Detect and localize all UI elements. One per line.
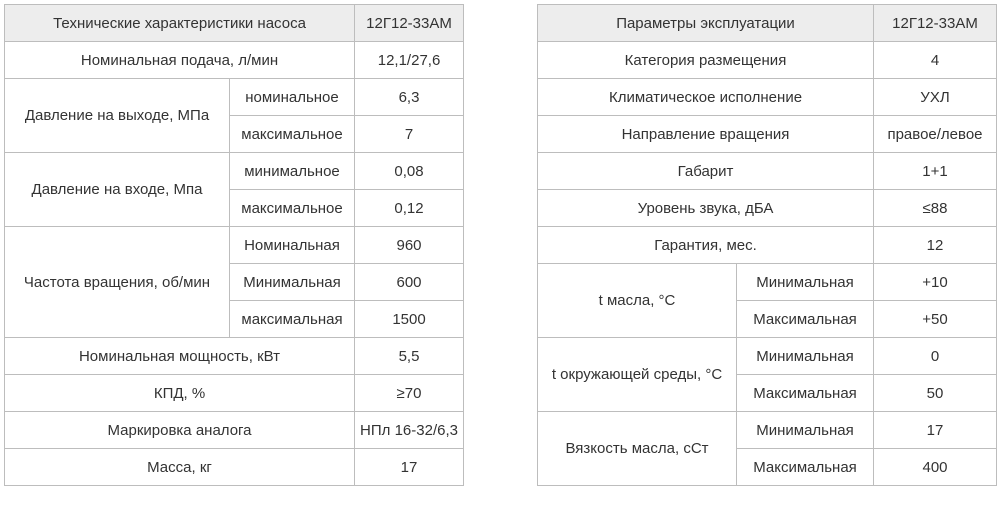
param-value: 50 [874,375,997,412]
sub-label: Минимальная [737,412,874,449]
param-label: Масса, кг [5,449,355,486]
header-cell: Технические характеристики насоса [5,5,355,42]
param-label: Направление вращения [538,116,874,153]
sub-label: номинальное [230,79,355,116]
param-label: Уровень звука, дБА [538,190,874,227]
table-header-row [5,5,464,42]
sub-label: минимальное [230,153,355,190]
sub-label: Минимальная [737,338,874,375]
param-value: 17 [355,449,464,486]
table-row [538,116,997,153]
param-label: Маркировка аналога [5,412,355,449]
sub-label: Максимальная [737,375,874,412]
param-label: Номинальная мощность, кВт [5,338,355,375]
sub-label: Минимальная [737,264,874,301]
sub-label: максимальная [230,301,355,338]
param-label: Давление на входе, Мпа [5,153,230,227]
pump-specs-table [4,4,464,486]
param-value: +10 [874,264,997,301]
header-cell: Параметры эксплуатации [538,5,874,42]
param-value: 0,12 [355,190,464,227]
table-row [5,153,464,190]
param-value: 0 [874,338,997,375]
table-row [538,412,997,449]
param-value: 1500 [355,301,464,338]
param-value: 6,3 [355,79,464,116]
param-value: УХЛ [874,79,997,116]
param-value: 7 [355,116,464,153]
param-label: Вязкость масла, сСт [538,412,737,486]
sub-label: Максимальная [737,449,874,486]
param-value: 0,08 [355,153,464,190]
table-row [538,227,997,264]
param-value: +50 [874,301,997,338]
param-value: правое/левое [874,116,997,153]
table-header-row [538,5,997,42]
sub-label: Минимальная [230,264,355,301]
table-row [538,338,997,375]
table-row [538,153,997,190]
param-label: Гарантия, мес. [538,227,874,264]
table-row [5,79,464,116]
param-value: НПл 16-32/6,3 [355,412,464,449]
param-label: КПД, % [5,375,355,412]
param-label: t окружающей среды, °С [538,338,737,412]
sub-label: Номинальная [230,227,355,264]
param-label: Номинальная подача, л/мин [5,42,355,79]
param-value: 600 [355,264,464,301]
param-value: ≥70 [355,375,464,412]
sub-label: максимальное [230,116,355,153]
table-row [538,264,997,301]
table-row [5,227,464,264]
table-row [538,190,997,227]
operating-params-table [537,4,997,486]
param-label: Климатическое исполнение [538,79,874,116]
param-value: 5,5 [355,338,464,375]
header-cell: 12Г12-33АМ [355,5,464,42]
param-label: Давление на выходе, МПа [5,79,230,153]
table-row [5,412,464,449]
sub-label: Максимальная [737,301,874,338]
table-row [538,79,997,116]
param-label: t масла, °С [538,264,737,338]
param-value: 400 [874,449,997,486]
sub-label: максимальное [230,190,355,227]
table-row [5,338,464,375]
param-value: ≤88 [874,190,997,227]
param-label: Категория размещения [538,42,874,79]
table-row [5,42,464,79]
param-value: 12,1/27,6 [355,42,464,79]
table-row [5,449,464,486]
param-label: Габарит [538,153,874,190]
param-value: 960 [355,227,464,264]
table-row [538,42,997,79]
param-value: 12 [874,227,997,264]
param-label: Частота вращения, об/мин [5,227,230,338]
param-value: 4 [874,42,997,79]
param-value: 17 [874,412,997,449]
table-row [5,375,464,412]
header-cell: 12Г12-33АМ [874,5,997,42]
param-value: 1+1 [874,153,997,190]
